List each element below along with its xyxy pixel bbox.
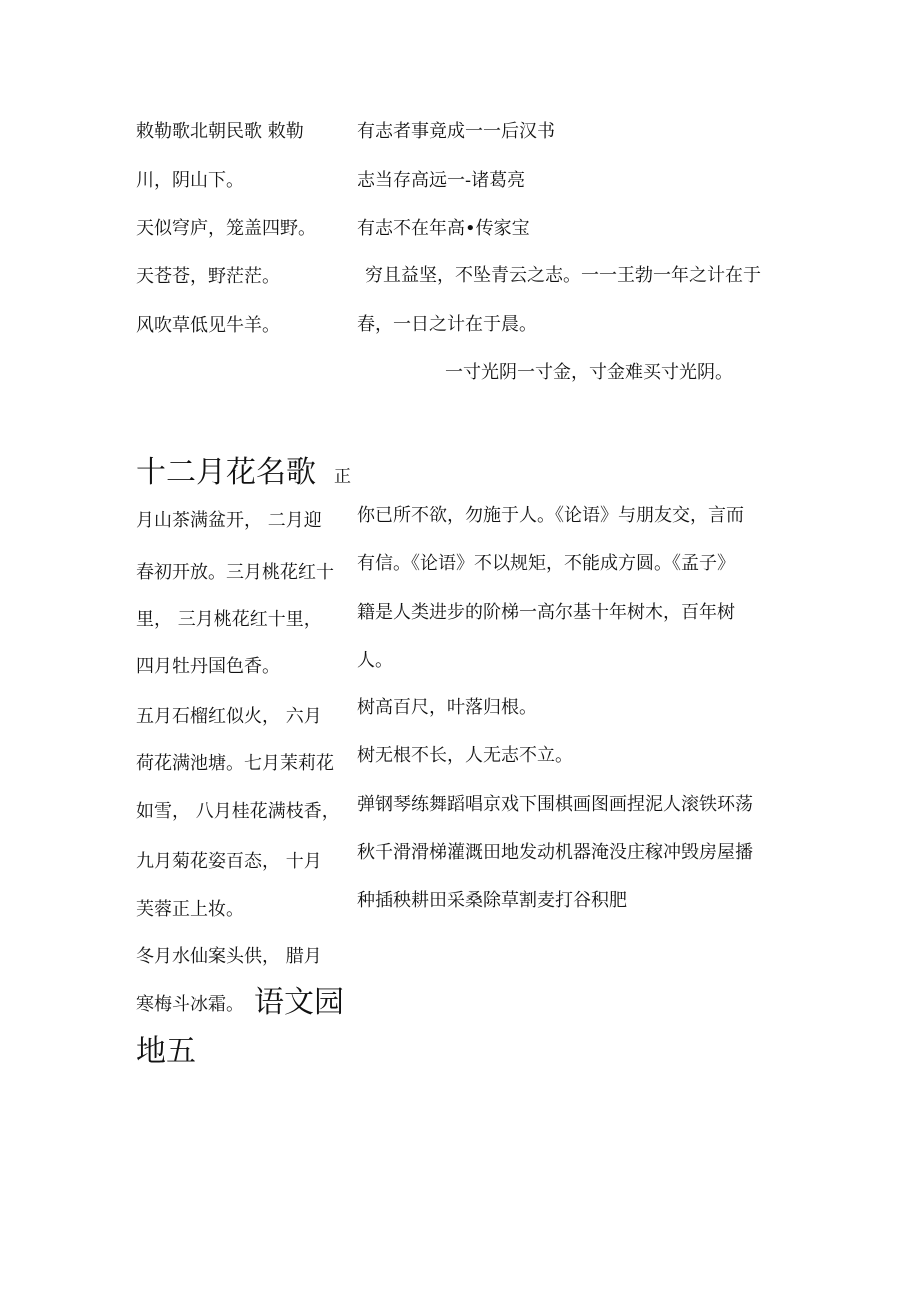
quote-line: 有信。《论语》不以规矩，不能成方圆。《孟子》 — [357, 553, 735, 574]
quote-line: 有志者事竟成一一后汉书 — [357, 121, 555, 142]
song-line: 春初开放。三月桃花红十 — [136, 562, 334, 583]
poem-line: 川，阴山下。 — [136, 170, 244, 191]
section-heading-part: 语文园 — [254, 985, 344, 1020]
song-line: 寒梅斗冰霜。 — [136, 994, 244, 1015]
quote-line: 志当存高远一-诸葛亮 — [357, 170, 526, 191]
poem-line: 天似穹庐，笼盖四野。 — [136, 218, 316, 239]
word-list-line: 种插秧耕田采桑除草割麦打谷积肥 — [357, 890, 627, 911]
heading-tail-text: 正 — [334, 467, 351, 487]
song-line: 荷花满池塘。七月茉莉花 — [136, 753, 334, 774]
quote-line: 你已所不欲，勿施于人。《论语》与朋友交，言而 — [357, 505, 744, 526]
poem-line: 天苍苍，野茫茫。 — [136, 266, 280, 287]
song-line: 四月牡丹国色香。 — [136, 656, 280, 677]
quote-line: 春，一日之计在于晨。 — [357, 314, 537, 335]
song-line: 冬月水仙案头供， 腊月 — [136, 946, 322, 967]
poem-line: 敕勒歌北朝民歌 敕勒 — [136, 121, 304, 142]
quote-line: 树高百尺，叶落归根。 — [357, 697, 537, 718]
song-line: 芙蓉正上妆。 — [136, 899, 244, 920]
section-heading-row — [136, 455, 351, 491]
song-line: 九月菊花姿百态， 十月 — [136, 851, 322, 872]
quote-line: 穷且益坚，不坠青云之志。一一王勃一年之计在于 — [365, 265, 761, 286]
song-line: 五月石榴红似火， 六月 — [136, 706, 322, 727]
word-list-line: 弹钢琴练舞蹈唱京戏下围棋画图画捏泥人滚铁环荡 — [357, 794, 753, 815]
poem-line: 风吹草低见牛羊。 — [136, 315, 280, 336]
section-heading-part: 地五 — [136, 1034, 196, 1069]
quote-line: 一寸光阴一寸金，寸金难买寸光阴。 — [445, 362, 733, 383]
word-list-line: 秋千滑滑梯灌溉田地发动机器淹没庄稼冲毁房屋播 — [357, 842, 753, 863]
quote-line: 人。 — [357, 650, 393, 671]
song-line: 月山茶满盆开， 二月迎 — [136, 510, 322, 531]
section-heading: 十二月花名歌 — [136, 455, 316, 490]
quote-line: 有志不在年高•传家宝 — [357, 218, 530, 239]
song-line: 里， 三月桃花红十里， — [136, 609, 322, 630]
quote-line: 籍是人类进步的阶梯一高尔基十年树木，百年树 — [357, 602, 735, 623]
song-line: 如雪， 八月桂花满枝香， — [136, 801, 340, 822]
song-last-row — [136, 985, 344, 1021]
quote-line: 树无根不长，人无志不立。 — [357, 745, 573, 766]
